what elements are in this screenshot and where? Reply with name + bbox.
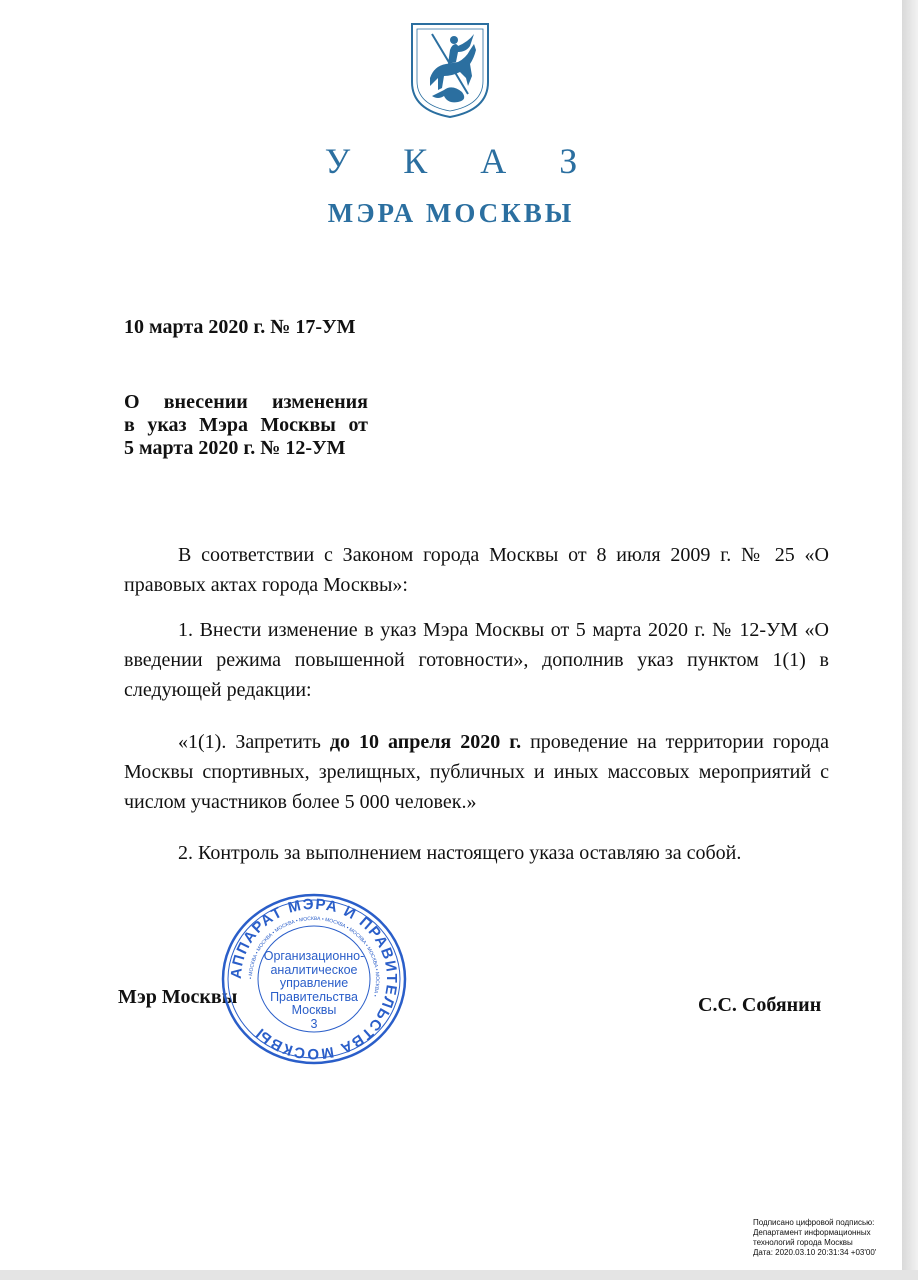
page-bottom-edge [0, 1270, 918, 1280]
digital-signature-line: Подписано цифровой подписью: [753, 1218, 875, 1227]
decree-subject-line: 5 марта 2020 г. № 12-УМ [124, 437, 346, 459]
paragraph-text: «1(1). Запретить [178, 731, 330, 753]
page-edge-shadow [902, 0, 918, 1280]
stamp-line: Организационно- [263, 949, 365, 963]
paragraph-text: проведение на территории города Москвы спортивных, зрелищных, публичных и иных массовых мероприятий с числом участников более 5 000 человек.» [124, 731, 830, 813]
stamp-line: Москвы [291, 1003, 337, 1017]
decree-subject-line: в указ Мэра Москвы от [124, 414, 368, 436]
stamp-ring-text: АППАРАТ МЭРА И ПРАВИТЕЛЬСТВА МОСКВЫ [227, 895, 401, 1063]
stamp-line: аналитическое [270, 962, 358, 977]
document-subtitle: МЭРА МОСКВЫ [327, 198, 575, 228]
digital-signature-note [753, 1218, 903, 1258]
digital-signature-line: технологий города Москвы [753, 1238, 853, 1247]
body-paragraph-2: 1. Внести изменение в указ Мэра Москвы от 5 марта 2020 г. № 12-УМ «О введении режима повышенной готовности», дополнив указ пунктом 1(1) в следующей редакции: [124, 619, 829, 701]
stamp-small-ring-text: • МОСКВА • МОСКВА • МОСКВА • МОСКВА • МОСКВА • МОСКВА • МОСКВА • МОСКВА • [247, 915, 381, 998]
decree-subject [124, 391, 368, 460]
stamp-inner-text [250, 950, 378, 1031]
signatory-role: Мэр Москвы [118, 986, 238, 1008]
body-paragraph-4: 2. Контроль за выполнением настоящего указа оставляю за собой. [178, 842, 742, 864]
signatory-name: С.С. Собянин [698, 994, 822, 1016]
digital-signature-line: Департамент информационных [753, 1228, 871, 1237]
stamp-line: 3 [310, 1016, 318, 1031]
moscow-coat-of-arms-icon [408, 20, 492, 120]
document-title: У К А З [324, 141, 600, 181]
stamp-line: Правительства [270, 989, 358, 1004]
body-paragraph-3 [124, 727, 829, 817]
decree-date-number: 10 марта 2020 г. № 17-УМ [124, 316, 356, 338]
digital-signature-line: Дата: 2020.03.10 20:31:34 +03'00' [753, 1248, 877, 1257]
body-paragraph-1: В соответствии с Законом города Москвы от 8 июля 2009 г. № 25 «О правовых актах города Москвы»: [124, 544, 829, 596]
decree-subject-line: О внесении изменения [124, 391, 368, 413]
deadline-date: до 10 апреля 2020 г. [329, 731, 522, 753]
stamp-line: управление [279, 976, 349, 990]
